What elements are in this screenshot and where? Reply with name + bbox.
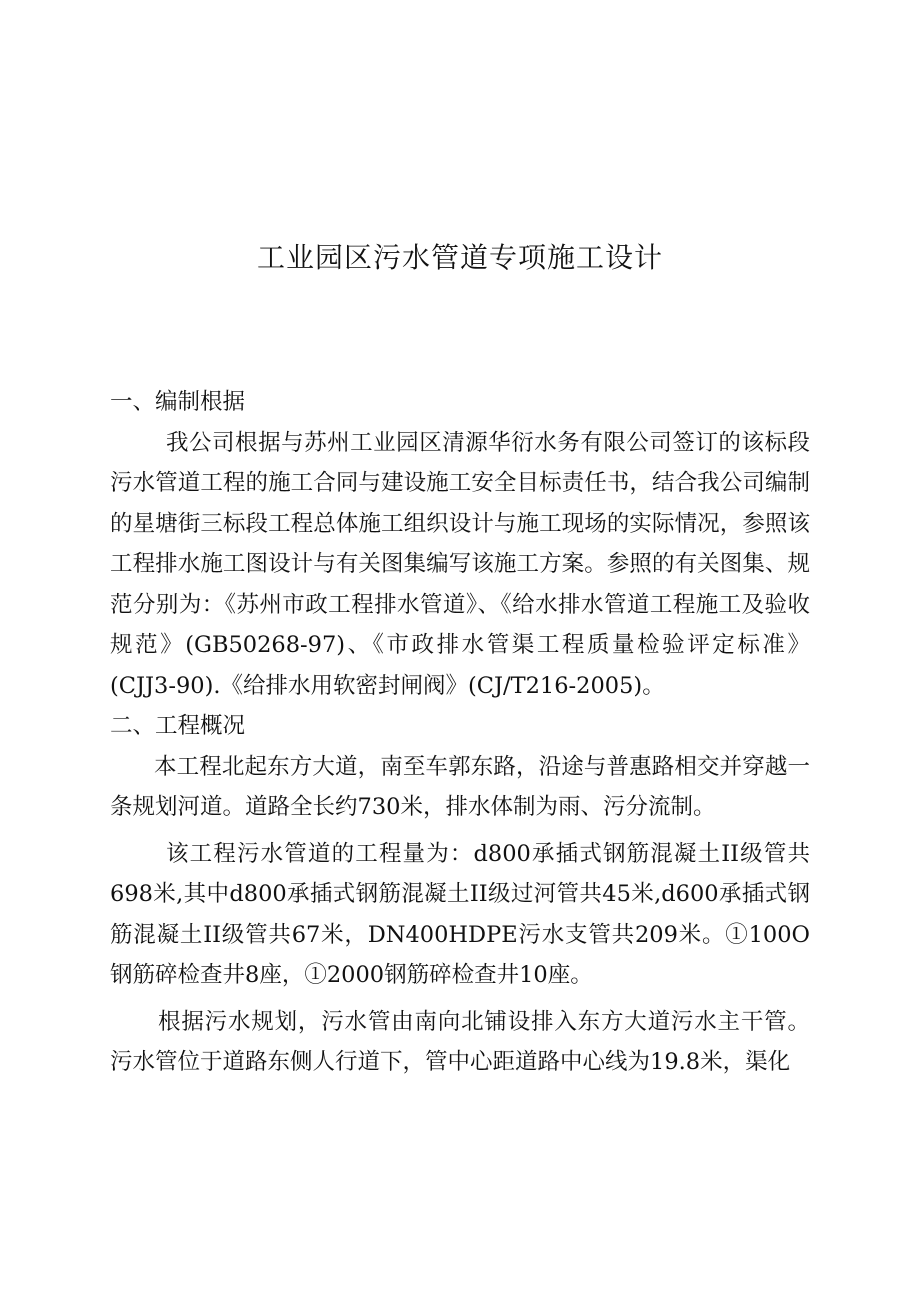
paragraph-overview-route: 本工程北起东方大道，南至车郭东路，沿途与普惠路相交并穿越一条规划河道。道路全长约730米，排水体制为雨、污分流制。	[110, 753, 810, 820]
document-title: 工业园区污水管道专项施工设计	[256, 241, 663, 274]
section-heading-basis: 一、编制根据	[110, 389, 246, 415]
paragraph-overview-quantities: 该工程污水管道的工程量为：d800承插式钢筋混凝土II级管共698米,其中d800承插式钢筋混凝土II级过河管共45米,d600承插式钢筋混凝土II级管共67米，DN400HDPE污水支管共209米。①100O钢筋碎检查井8座，①2000钢筋碎检查井10座。	[110, 840, 810, 988]
paragraph-overview-layout: 根据污水规划，污水管由南向北铺设排入东方大道污水主干管。污水管位于道路东侧人行道下，管中心距道路中心线为19.8米，渠化	[110, 1008, 810, 1075]
document-body	[110, 382, 810, 1083]
section-heading-overview: 二、工程概况	[110, 713, 246, 739]
paragraph-basis: 我公司根据与苏州工业园区清源华衍水务有限公司签订的该标段污水管道工程的施工合同与建设施工安全目标责任书，结合我公司编制的星塘街三标段工程总体施工组织设计与施工现场的实际情况，参照该工程排水施工图设计与有关图集编写该施工方案。参照的有关图集、规范分别为：《苏州市政工程排水管道》、《给水排水管道工程施工及验收规范》(GB50268-97)、《市政排水管渠工程质量检验评定标准》(CJJ3-90).《给排水用软密封闸阀》(CJ/T216-2005)。	[110, 429, 810, 699]
